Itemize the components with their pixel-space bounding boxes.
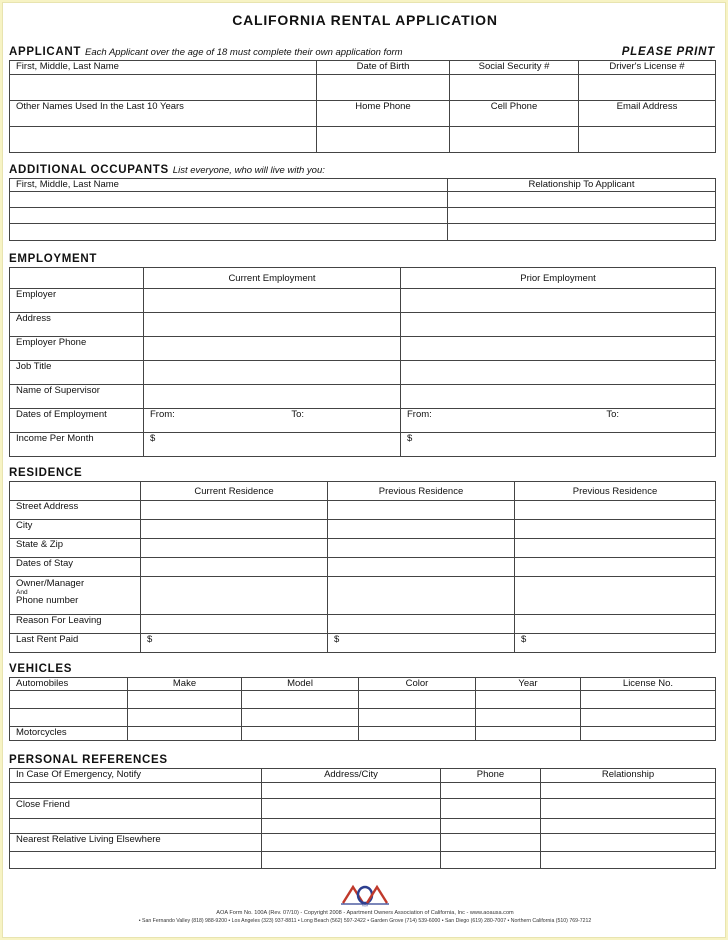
current-employment-dates-field[interactable]: From: To: [144,409,401,433]
residence-field[interactable] [515,501,716,520]
footer [3,883,727,925]
vehicle-field[interactable] [359,691,476,709]
residence-field[interactable] [328,615,515,634]
current-job-title-field[interactable] [144,361,401,385]
applicant-table [9,60,716,153]
last-rent-paid-label: Last Rent Paid [10,634,141,653]
residence-field[interactable] [328,577,515,615]
model-header: Model [242,678,359,691]
name-label: First, Middle, Last Name [10,61,317,75]
vehicle-field[interactable] [242,691,359,709]
owner-manager-label: Owner/Manager And Phone number [10,577,141,615]
employment-table [9,267,716,457]
prior-employment-dates-field[interactable]: From: To: [401,409,716,433]
residence-field[interactable] [515,577,716,615]
svg-text:AOA: AOA [361,903,369,907]
vehicle-field[interactable] [242,727,359,741]
reference-field[interactable] [262,783,441,799]
vehicle-field[interactable] [581,709,716,727]
vehicles-heading: VEHICLES [9,663,73,675]
occupant-relationship-field[interactable] [448,208,716,224]
applicant-heading: APPLICANT [9,46,82,58]
residence-field[interactable] [141,577,328,615]
prior-employer-phone-field[interactable] [401,337,716,361]
residence-field[interactable] [141,539,328,558]
references-heading: PERSONAL REFERENCES [9,754,168,766]
vehicle-field[interactable] [476,691,581,709]
relationship-header: Relationship [541,769,716,783]
vehicle-field[interactable] [476,727,581,741]
application-page [2,2,726,938]
rent-field[interactable]: $ [515,634,716,653]
name-field[interactable] [10,75,317,101]
address-city-header: Address/City [262,769,441,783]
residence-field[interactable] [515,615,716,634]
dob-label: Date of Birth [317,61,450,75]
home-phone-field[interactable]: Home Phone [317,101,450,127]
residence-field[interactable] [328,539,515,558]
license-no-header: License No. [581,678,716,691]
reference-field[interactable] [541,834,716,852]
occupant-name-header: First, Middle, Last Name [10,179,448,192]
occupant-relationship-field[interactable] [448,192,716,208]
previous-residence-header: Previous Residence [328,482,515,501]
occupants-note: List everyone, who will live with you: [172,165,325,176]
employer-label: Employer [10,289,144,313]
close-friend-label: Close Friend [10,799,262,819]
make-header: Make [128,678,242,691]
current-employment-header: Current Employment [144,268,401,289]
employment-section [9,253,715,457]
occupants-section [9,164,715,241]
emergency-contact-header: In Case Of Emergency, Notify [10,769,262,783]
rent-field[interactable]: $ [328,634,515,653]
occupant-relationship-field[interactable] [448,224,716,241]
vehicles-section [9,663,715,741]
vehicle-field[interactable] [581,691,716,709]
color-header: Color [359,678,476,691]
street-address-label: Street Address [10,501,141,520]
references-table [9,768,716,869]
state-zip-label: State & Zip [10,539,141,558]
vehicle-field[interactable] [242,709,359,727]
job-title-label: Job Title [10,361,144,385]
residence-field[interactable] [141,501,328,520]
prior-employer-field[interactable] [401,289,716,313]
vehicle-field[interactable] [128,709,242,727]
residence-field[interactable] [328,501,515,520]
footer-copyright: AOA Form No. 100A (Rev. 07/10) - Copyright 2008 - Apartment Owners Association of California, Inc - www.aoausa.com [216,910,514,916]
employer-phone-label: Employer Phone [10,337,144,361]
applicant-section [9,46,715,153]
page-title: CALIFORNIA RENTAL APPLICATION [232,12,498,28]
prior-supervisor-field[interactable] [401,385,716,409]
city-label: City [10,520,141,539]
reference-field[interactable] [262,819,441,834]
rent-field[interactable]: $ [141,634,328,653]
current-employer-address-field[interactable] [144,313,401,337]
supervisor-label: Name of Supervisor [10,385,144,409]
ssn-field[interactable] [450,75,579,101]
reference-field[interactable] [541,852,716,869]
prior-income-field[interactable]: $ [401,433,716,457]
vehicle-field[interactable] [581,727,716,741]
references-section [9,754,715,869]
year-header: Year [476,678,581,691]
current-supervisor-field[interactable] [144,385,401,409]
vehicle-field[interactable] [359,727,476,741]
reference-field[interactable] [441,834,541,852]
please-print-label: PLEASE PRINT [621,46,715,58]
applicant-note: Each Applicant over the age of 18 must complete their own application form [85,47,403,58]
dates-of-employment-label: Dates of Employment [10,409,144,433]
employer-address-label: Address [10,313,144,337]
current-employer-field[interactable] [144,289,401,313]
reference-field[interactable] [541,783,716,799]
occupants-table [9,178,716,241]
prior-job-title-field[interactable] [401,361,716,385]
vehicle-field[interactable] [10,709,128,727]
reason-for-leaving-label: Reason For Leaving [10,615,141,634]
dates-of-stay-label: Dates of Stay [10,558,141,577]
employment-heading: EMPLOYMENT [9,253,98,265]
vehicle-field[interactable] [128,727,242,741]
email-field[interactable]: Email Address [579,101,716,127]
cell-phone-field[interactable]: Cell Phone [450,101,579,127]
residence-field[interactable] [328,520,515,539]
prior-employer-address-field[interactable] [401,313,716,337]
ssn-label: Social Security # [450,61,579,75]
license-field[interactable] [579,75,716,101]
footer-offices: • San Fernando Valley (818) 988-9200 • Los Angeles (323) 937-8811 • Long Beach (562) 597-2422 • Garden Grove (714) 539-6000 • San Diego (619) 280-7007 • Northern California (510) 769-7212 [138,918,592,924]
current-employer-phone-field[interactable] [144,337,401,361]
other-names-field[interactable]: Other Names Used In the Last 10 Years [10,101,317,127]
nearest-relative-label: Nearest Relative Living Elsewhere [10,834,262,852]
occupants-heading: ADDITIONAL OCCUPANTS [9,164,169,176]
reference-field[interactable] [262,799,441,819]
residence-field[interactable] [515,539,716,558]
phone-header: Phone [441,769,541,783]
previous-residence-2-header: Previous Residence [515,482,716,501]
current-residence-header: Current Residence [141,482,328,501]
reference-field[interactable] [262,834,441,852]
motorcycles-label: Motorcycles [10,727,128,741]
occupant-name-field[interactable] [10,224,448,241]
reference-field[interactable] [10,852,262,869]
automobiles-header: Automobiles [10,678,128,691]
reference-field[interactable] [441,852,541,869]
reference-field[interactable] [441,783,541,799]
occupant-relationship-header: Relationship To Applicant [448,179,716,192]
vehicles-table [9,677,716,741]
occupant-name-field[interactable] [10,192,448,208]
cell-phone-value[interactable] [450,127,579,153]
income-label: Income Per Month [10,433,144,457]
vehicle-field[interactable] [10,691,128,709]
residence-heading: RESIDENCE [9,467,83,479]
current-income-field[interactable]: $ [144,433,401,457]
reference-field[interactable] [541,819,716,834]
reference-field[interactable] [10,783,262,799]
reference-field[interactable] [441,819,541,834]
vehicle-field[interactable] [359,709,476,727]
other-names-value[interactable] [10,127,317,153]
residence-field[interactable] [515,558,716,577]
residence-field[interactable] [141,558,328,577]
reference-field[interactable] [262,852,441,869]
license-label: Driver's License # [579,61,716,75]
prior-employment-header: Prior Employment [401,268,716,289]
vehicle-field[interactable] [128,691,242,709]
aoa-logo-icon [339,883,391,907]
residence-section [9,467,715,653]
residence-table [9,481,716,653]
dob-field[interactable] [317,75,450,101]
occupant-name-field[interactable] [10,208,448,224]
residence-field[interactable] [515,520,716,539]
email-value[interactable] [579,127,716,153]
residence-field[interactable] [141,520,328,539]
residence-field[interactable] [328,558,515,577]
home-phone-value[interactable] [317,127,450,153]
vehicle-field[interactable] [476,709,581,727]
reference-field[interactable] [441,799,541,819]
residence-field[interactable] [141,615,328,634]
reference-field[interactable] [10,819,262,834]
reference-field[interactable] [541,799,716,819]
